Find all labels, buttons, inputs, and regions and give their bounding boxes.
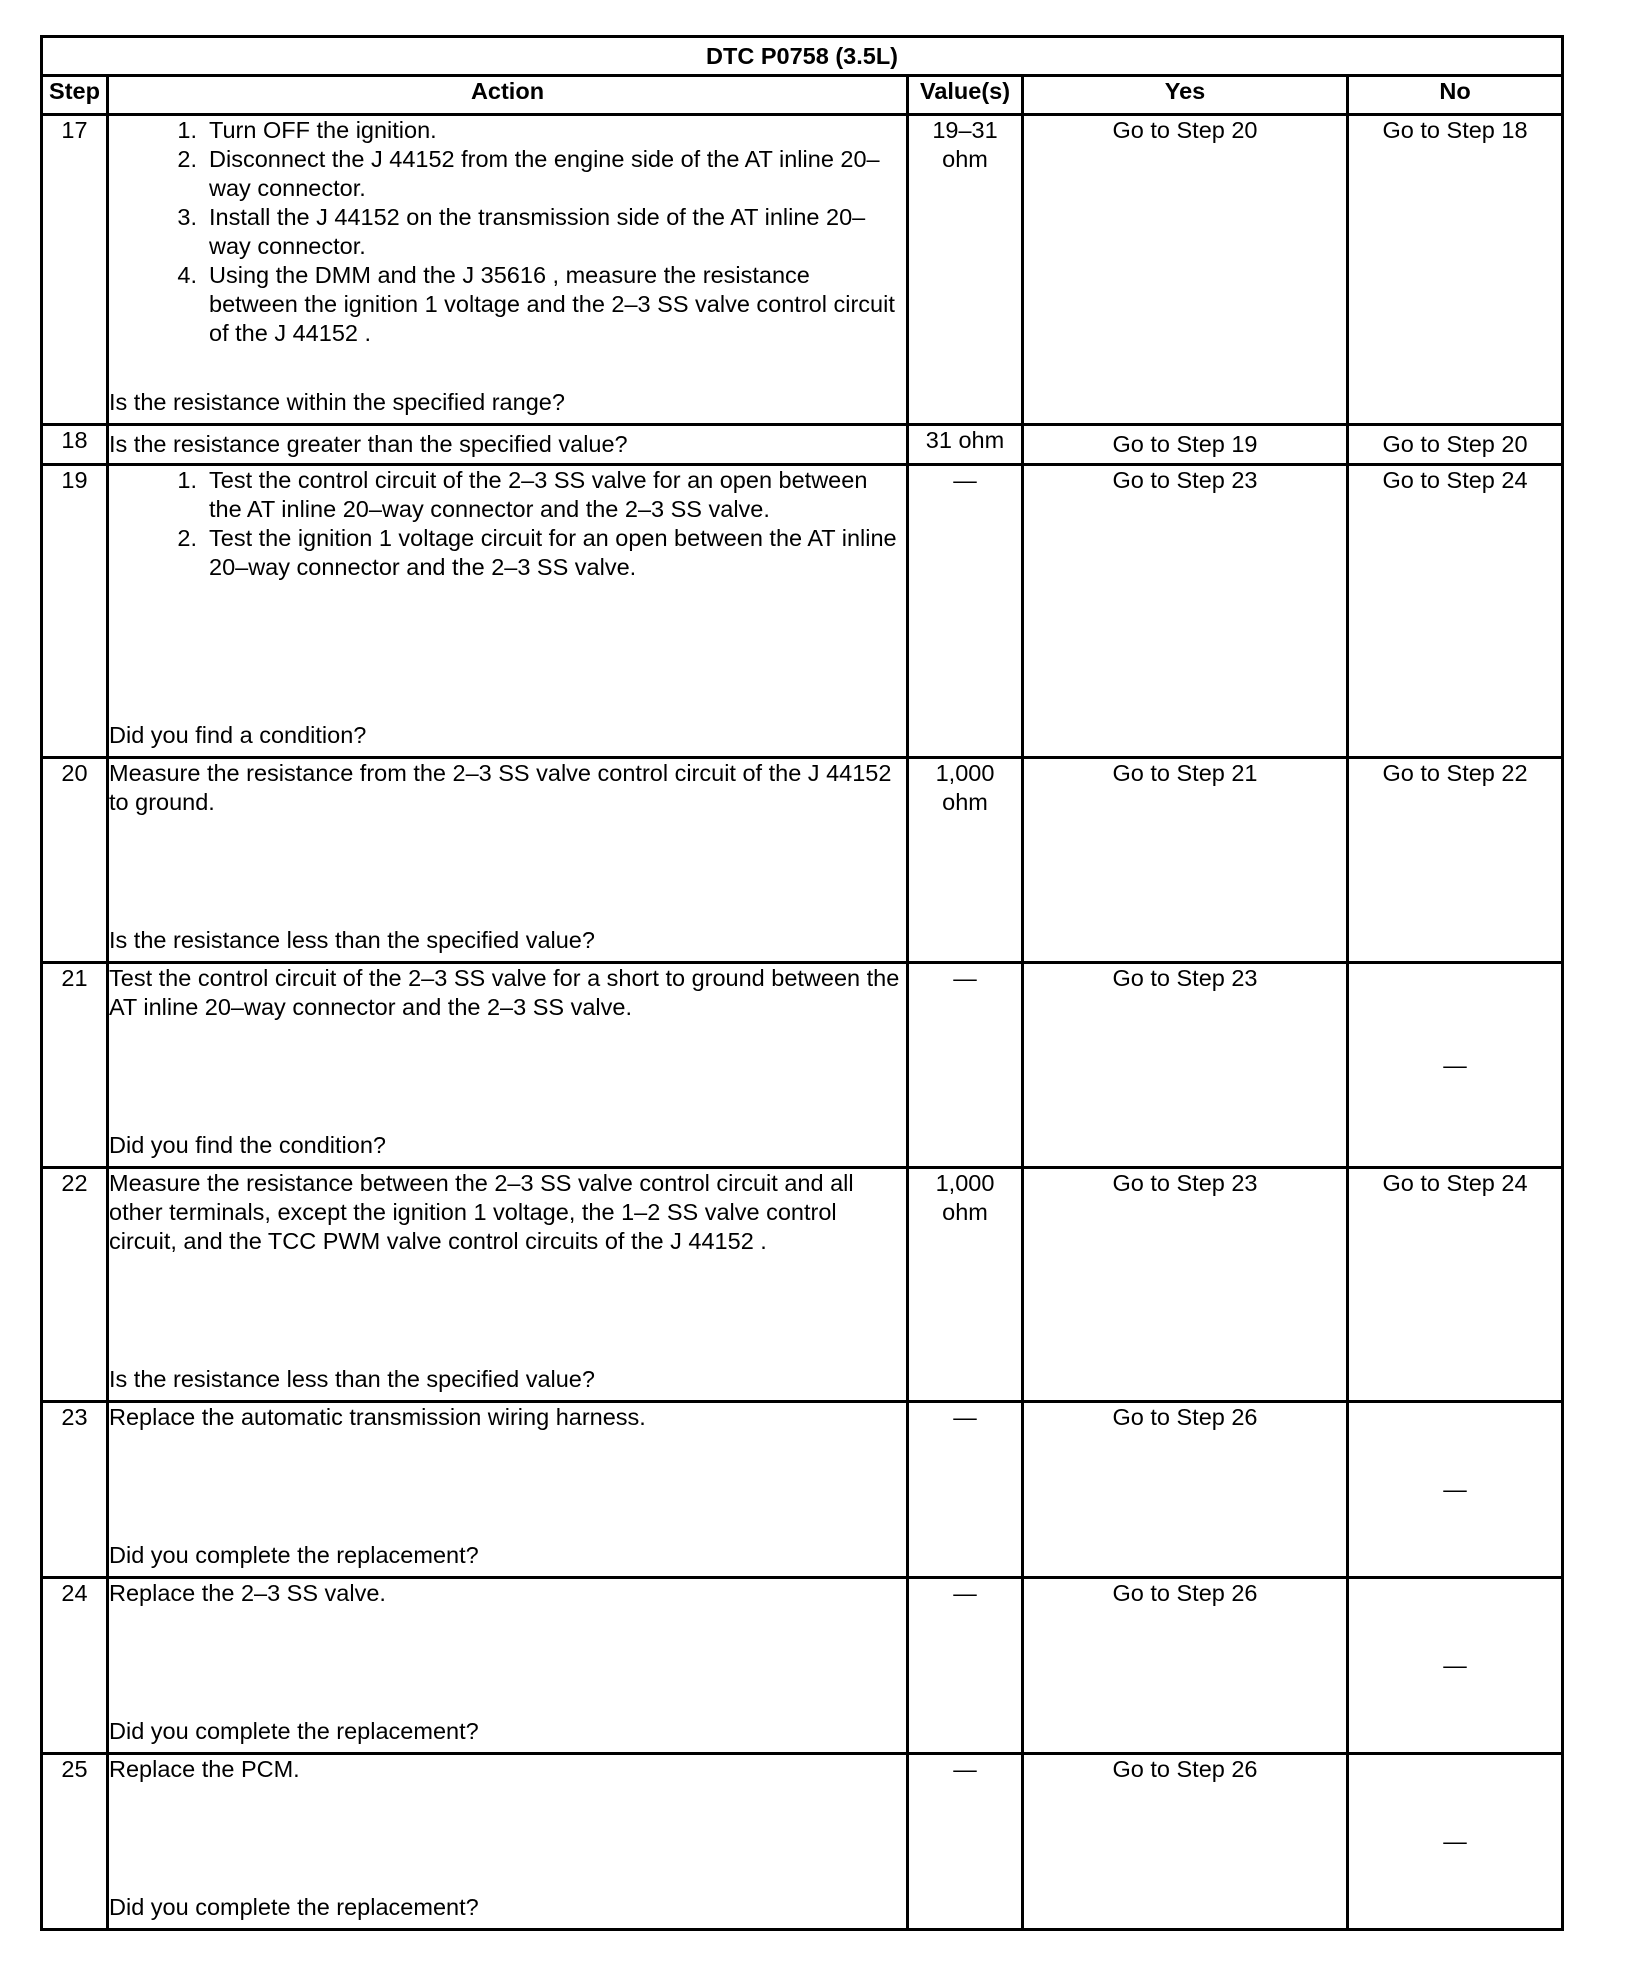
step-number: 17 — [42, 115, 108, 425]
list-item: 2. Test the ignition 1 voltage circuit for an open between the AT inline 20–way connector and the 2–3 SS valve. — [177, 525, 897, 580]
no-cell: — — [1348, 963, 1563, 1168]
action-question: Is the resistance less than the specified value? — [109, 1366, 595, 1392]
no-cell: Go to Step 24 — [1348, 1168, 1563, 1402]
action-list — [109, 116, 906, 348]
table-row-step-17 — [42, 115, 1563, 425]
yes-cell: Go to Step 19 — [1023, 425, 1348, 465]
action-cell — [108, 1754, 908, 1930]
value-cell: 1,000 ohm — [908, 758, 1023, 963]
no-cell: Go to Step 18 — [1348, 115, 1563, 425]
list-item: 3. Install the J 44152 on the transmission side of the AT inline 20–way connector. — [177, 204, 866, 259]
action-cell — [108, 758, 908, 963]
header-no: No — [1348, 76, 1563, 115]
step-number: 25 — [42, 1754, 108, 1930]
no-cell: Go to Step 22 — [1348, 758, 1563, 963]
action-question: Is the resistance greater than the specified value? — [109, 431, 628, 457]
yes-cell: Go to Step 23 — [1023, 1168, 1348, 1402]
action-text: Replace the 2–3 SS valve. — [109, 1580, 386, 1606]
action-cell — [108, 465, 908, 758]
yes-cell: Go to Step 20 — [1023, 115, 1348, 425]
action-question: Is the resistance within the specified range? — [109, 389, 565, 415]
action-cell — [108, 1578, 908, 1754]
step-number: 20 — [42, 758, 108, 963]
yes-cell: Go to Step 21 — [1023, 758, 1348, 963]
no-cell: — — [1348, 1578, 1563, 1754]
action-text: Replace the PCM. — [109, 1756, 300, 1782]
action-text: Replace the automatic transmission wiring harness. — [109, 1404, 646, 1430]
yes-cell: Go to Step 26 — [1023, 1578, 1348, 1754]
step-number: 18 — [42, 425, 108, 465]
header-values: Value(s) — [908, 76, 1023, 115]
step-number: 23 — [42, 1402, 108, 1578]
dtc-table — [40, 35, 1564, 1931]
action-question: Did you find a condition? — [109, 722, 367, 748]
action-question: Did you find the condition? — [109, 1132, 386, 1158]
value-cell: — — [908, 465, 1023, 758]
list-item: 1. Turn OFF the ignition. — [177, 117, 437, 143]
no-cell: — — [1348, 1754, 1563, 1930]
header-step: Step — [42, 76, 108, 115]
table-row-step-21 — [42, 963, 1563, 1168]
action-cell — [108, 1168, 908, 1402]
list-item: 4. Using the DMM and the J 35616 , measure the resistance between the ignition 1 voltage and the 2–3 SS valve control circuit of the J 44152 . — [177, 262, 895, 346]
table-row-step-23 — [42, 1402, 1563, 1578]
step-number: 21 — [42, 963, 108, 1168]
table-title: DTC P0758 (3.5L) — [42, 37, 1563, 76]
value-cell: 19–31 ohm — [908, 115, 1023, 425]
yes-cell: Go to Step 26 — [1023, 1402, 1348, 1578]
step-number: 24 — [42, 1578, 108, 1754]
no-cell: — — [1348, 1402, 1563, 1578]
action-cell — [108, 1402, 908, 1578]
action-question: Did you complete the replacement? — [109, 1894, 479, 1920]
action-cell — [108, 425, 908, 465]
yes-cell: Go to Step 23 — [1023, 963, 1348, 1168]
action-question: Did you complete the replacement? — [109, 1718, 479, 1744]
value-cell: 1,000 ohm — [908, 1168, 1023, 1402]
table-row-step-22 — [42, 1168, 1563, 1402]
header-row — [42, 76, 1563, 115]
action-text: Measure the resistance from the 2–3 SS valve control circuit of the J 44152 to ground. — [109, 760, 892, 815]
header-action: Action — [108, 76, 908, 115]
yes-cell: Go to Step 26 — [1023, 1754, 1348, 1930]
value-cell: 31 ohm — [908, 425, 1023, 465]
no-cell: Go to Step 24 — [1348, 465, 1563, 758]
action-cell — [108, 115, 908, 425]
value-cell: — — [908, 963, 1023, 1168]
action-text: Measure the resistance between the 2–3 SS valve control circuit and all other terminals, except the ignition 1 voltage, the 1–2 SS valve control circuit, and the TCC PWM valve control circuits of the J 44152 . — [109, 1170, 854, 1254]
list-item: 2. Disconnect the J 44152 from the engine side of the AT inline 20–way connector. — [177, 146, 880, 201]
table-row-step-19 — [42, 465, 1563, 758]
value-cell: — — [908, 1754, 1023, 1930]
table-row-step-20 — [42, 758, 1563, 963]
value-cell: — — [908, 1578, 1023, 1754]
action-text: Test the control circuit of the 2–3 SS valve for a short to ground between the AT inline 20–way connector and the 2–3 SS valve. — [109, 965, 900, 1020]
table-row-step-24 — [42, 1578, 1563, 1754]
no-cell: Go to Step 20 — [1348, 425, 1563, 465]
header-yes: Yes — [1023, 76, 1348, 115]
list-item: 1. Test the control circuit of the 2–3 SS valve for an open between the AT inline 20–way connector and the 2–3 SS valve. — [177, 467, 868, 522]
step-number: 19 — [42, 465, 108, 758]
table-row-step-18 — [42, 425, 1563, 465]
step-number: 22 — [42, 1168, 108, 1402]
table-row-step-25 — [42, 1754, 1563, 1930]
value-cell: — — [908, 1402, 1023, 1578]
action-question: Did you complete the replacement? — [109, 1542, 479, 1568]
action-question: Is the resistance less than the specified value? — [109, 927, 595, 953]
yes-cell: Go to Step 23 — [1023, 465, 1348, 758]
action-cell — [108, 963, 908, 1168]
action-list — [109, 466, 906, 582]
